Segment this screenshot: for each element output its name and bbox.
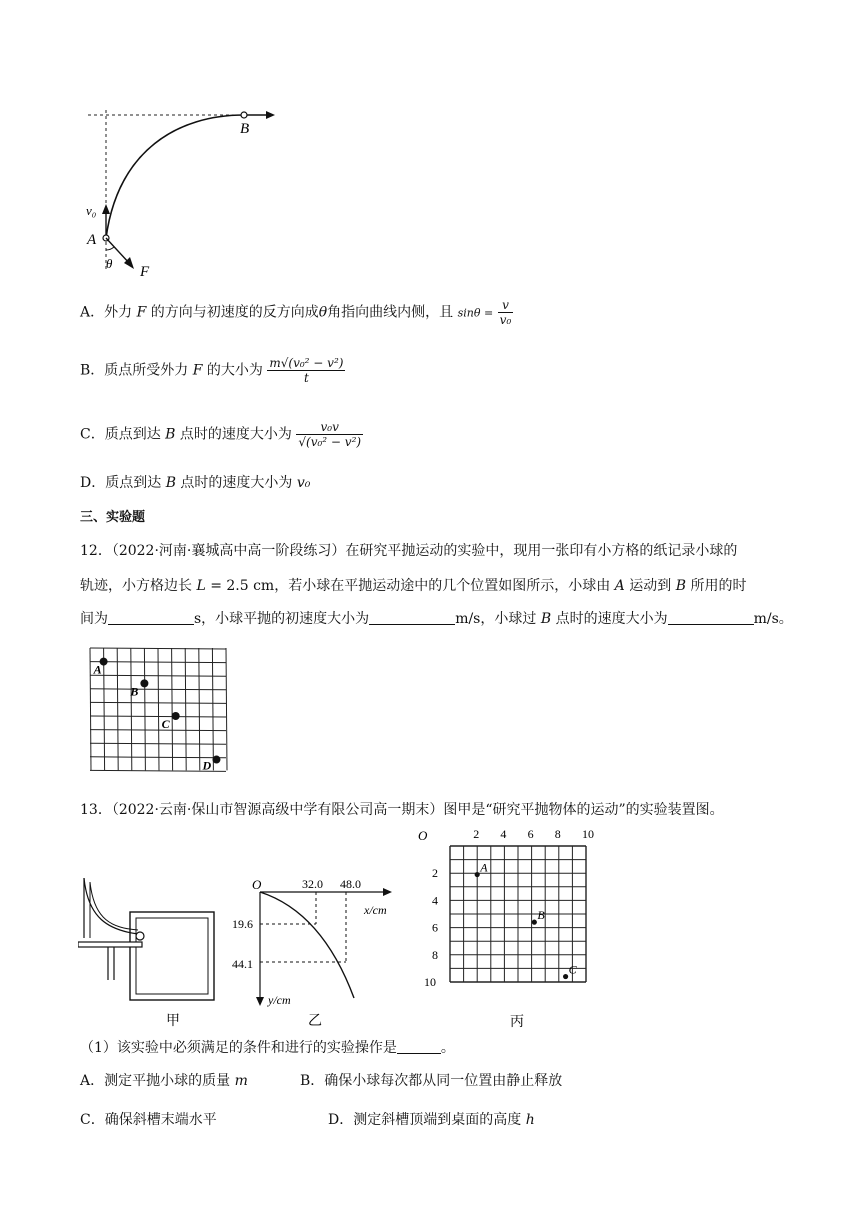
board-inner xyxy=(136,918,208,994)
y-tick-441: 44.1 xyxy=(232,957,253,971)
x-tick-label: 10 xyxy=(582,827,594,841)
label-theta: θ xyxy=(106,256,113,271)
answer-blank-time[interactable] xyxy=(108,610,194,625)
point-a xyxy=(475,872,480,877)
x-tick-label: 2 xyxy=(473,827,480,841)
x-tick-label: 4 xyxy=(500,827,507,841)
label-v0: v₀ xyxy=(86,203,97,218)
grid-hline xyxy=(90,689,226,690)
q12-grid-figure xyxy=(86,644,232,782)
grid-vline xyxy=(158,648,159,770)
y-axis-label: y/cm xyxy=(268,993,291,1007)
trajectory-plot xyxy=(226,868,402,1028)
answer-blank-q13[interactable] xyxy=(397,1039,441,1054)
option-a-fraction: $\frac{v}{\text{v₀}}$ xyxy=(499,298,512,327)
grid-vline xyxy=(144,648,145,770)
grid-point-c xyxy=(172,712,180,720)
label-bing: 丙 xyxy=(510,1015,524,1030)
grid-label-d: D xyxy=(202,758,212,773)
v0-arrow-head xyxy=(102,204,110,214)
trajectory-figure xyxy=(78,100,288,285)
grid-vline xyxy=(90,648,91,770)
grid-point-d xyxy=(212,756,220,764)
grid-hline xyxy=(90,675,226,676)
q12-line3: 间为 s，小球平抛的初速度大小为 m/s，小球过 B 点时的速度大小为 m/s。 xyxy=(80,611,793,627)
grid-hline xyxy=(90,648,226,649)
point-label-c: C xyxy=(568,962,577,977)
option-b: B．质点所受外力 F 的大小为 $\frac{\text{m√(v₀² − v²)}}{t}$ xyxy=(80,356,344,385)
q12-line1: 12．（2022·河南·襄城高中高一阶段练习）在研究平抛运动的实验中，现用一张印有小方格的纸记录小球的 xyxy=(80,543,738,559)
grid-hline xyxy=(90,730,226,731)
trajectory-curve xyxy=(106,115,244,238)
q12-line2: 轨迹，小方格边长 L = 2.5 cm，若小球在平抛运动途中的几个位置如图所示，小球由 A 运动到 B 所用的时 xyxy=(80,578,747,594)
q13-option-a: A．测定平抛小球的质量 m xyxy=(80,1073,248,1089)
board-outer xyxy=(130,912,214,1000)
option-c-fraction: $\frac{\text{v₀v}}{\text{√(v₀² − v²)}}$ xyxy=(298,420,362,449)
y-axis-arrow xyxy=(256,997,264,1006)
x-tick-label: 8 xyxy=(554,827,561,841)
theta-arc xyxy=(106,247,114,250)
grid-vline xyxy=(172,648,173,770)
q13-option-c: C．确保斜槽末端水平 xyxy=(80,1112,217,1128)
answer-blank-v0[interactable] xyxy=(369,610,455,625)
grid-vline xyxy=(199,648,200,770)
x-tick-32: 32.0 xyxy=(302,877,323,891)
grid-hline xyxy=(90,716,226,717)
grid-hline xyxy=(90,662,226,663)
y-tick-label: 4 xyxy=(432,893,438,908)
grid-label-b: B xyxy=(130,684,139,699)
table-top xyxy=(78,942,142,947)
grid-plot xyxy=(414,826,594,1030)
origin-label: O xyxy=(252,877,262,892)
q13-line1: 13．（2022·云南·保山市智源高级中学有限公司高一期末）图甲是“研究平抛物体的运动”的实验装置图。 xyxy=(80,802,724,818)
option-a: A．外力 F 的方向与初速度的反方向成θ角指向曲线内侧，且 sinθ = $\frac{v}{\text{v₀}}$ xyxy=(80,298,512,327)
grid-label-c: C xyxy=(161,717,170,731)
y-tick-label: 6 xyxy=(432,920,438,935)
label-a: A xyxy=(87,232,97,248)
y-tick-label: 2 xyxy=(432,866,438,881)
apparatus-figure xyxy=(78,868,224,1028)
q13-sub1: （1）该实验中必须满足的条件和进行的实验操作是 。 xyxy=(80,1040,455,1056)
grid-vline xyxy=(104,648,105,770)
point-label-a: A xyxy=(480,860,488,875)
grid-vline xyxy=(117,648,118,770)
option-b-fraction: $\frac{\text{m√(v₀² − v²)}}{t}$ xyxy=(269,356,344,385)
label-yi: 乙 xyxy=(308,1014,322,1028)
x-tick-label: 6 xyxy=(527,827,534,841)
grid-hline xyxy=(90,743,226,744)
grid-label-a: A xyxy=(93,662,102,677)
grid-hline xyxy=(90,702,226,703)
chute-curve-inner xyxy=(90,882,138,930)
option-d: D．质点到达 B 点时的速度大小为 v₀ xyxy=(80,475,311,491)
option-c: C．质点到达 B 点时的速度大小为 $\frac{\text{v₀v}}{\text{√(v₀² − v²)}}$ xyxy=(80,420,362,449)
y-tick-label: 10 xyxy=(424,975,436,989)
label-jia: 甲 xyxy=(166,1014,180,1028)
ball xyxy=(136,932,144,940)
label-b: B xyxy=(240,121,250,137)
grid-vline xyxy=(226,648,227,770)
y-tick-label: 8 xyxy=(432,947,438,962)
x-tick-48: 48.0 xyxy=(340,877,361,891)
answer-blank-vb[interactable] xyxy=(668,610,754,625)
point-b xyxy=(241,112,247,118)
x-axis-arrow xyxy=(383,888,392,896)
q13-option-b: B．确保小球每次都从同一位置由静止释放 xyxy=(300,1073,563,1089)
b-arrow-head xyxy=(266,111,275,119)
label-f: F xyxy=(140,264,150,280)
x-axis-label: x/cm xyxy=(364,903,387,917)
section-heading: 三、实验题 xyxy=(80,510,146,525)
point-b xyxy=(532,920,537,925)
origin-label: O xyxy=(418,828,428,843)
point-label-b: B xyxy=(537,908,545,923)
parabola-curve xyxy=(260,892,354,998)
point-c xyxy=(563,974,568,979)
grid-vline xyxy=(131,648,132,770)
grid-vline xyxy=(212,648,213,770)
grid-point-b xyxy=(140,679,148,687)
y-tick-196: 19.6 xyxy=(232,917,253,931)
q13-option-d: D．测定斜槽顶端到桌面的高度 h xyxy=(328,1112,535,1128)
grid-vline xyxy=(185,648,186,770)
